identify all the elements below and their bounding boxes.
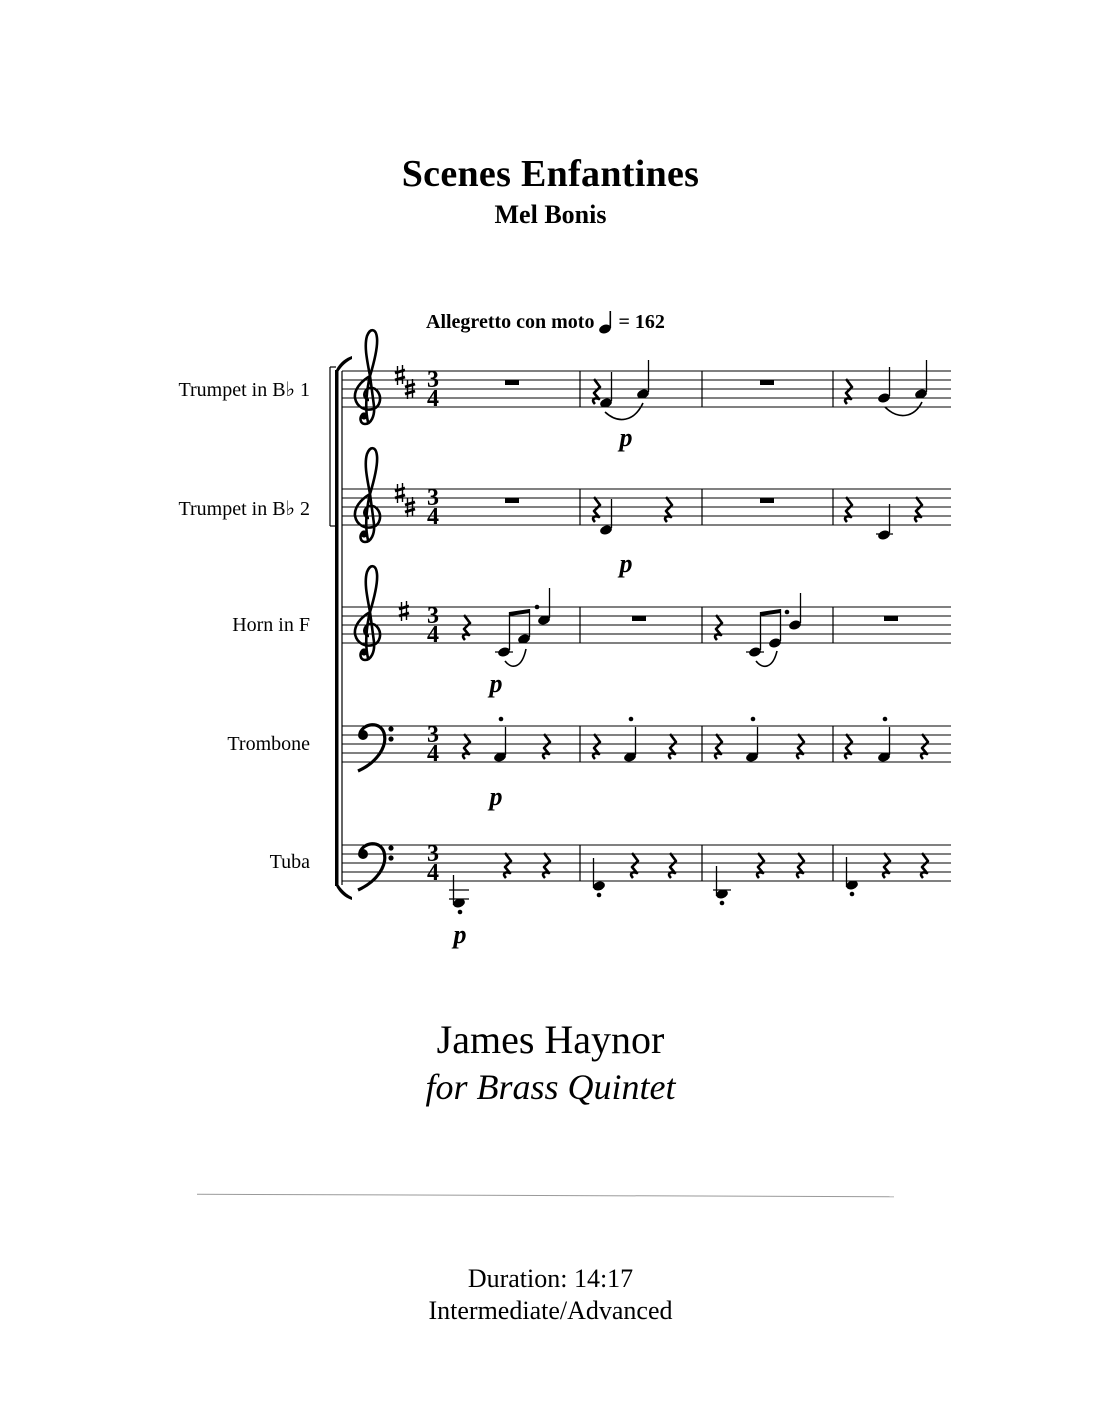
staccato-dot bbox=[785, 610, 790, 615]
quarter-rest bbox=[463, 734, 470, 759]
beam bbox=[510, 609, 530, 616]
quarter-rest bbox=[593, 734, 600, 759]
quarter-rest bbox=[593, 379, 600, 404]
quarter-rest bbox=[921, 734, 928, 759]
treble-clef-icon bbox=[355, 330, 380, 424]
system-bracket bbox=[330, 356, 352, 900]
difficulty-level: Intermediate/Advanced bbox=[428, 1296, 673, 1325]
staccato-dot bbox=[751, 717, 756, 722]
quarter-rest bbox=[915, 497, 922, 522]
quarter-rest bbox=[797, 853, 804, 878]
quarter-rest bbox=[504, 853, 511, 878]
sharp-icon bbox=[395, 365, 405, 385]
quarter-rest bbox=[845, 734, 852, 759]
time-signature-bottom: 4 bbox=[427, 741, 439, 767]
quarter-rest bbox=[757, 853, 764, 878]
quarter-rest bbox=[543, 734, 550, 759]
whole-rest bbox=[760, 380, 774, 385]
time-signature-top: 3 bbox=[427, 722, 439, 748]
quarter-rest bbox=[665, 497, 672, 522]
time-signature-bottom: 4 bbox=[427, 860, 439, 886]
sharp-icon bbox=[399, 601, 409, 621]
quarter-rest bbox=[797, 734, 804, 759]
staccato-dot bbox=[850, 892, 855, 897]
time-signature-top: 3 bbox=[427, 841, 439, 867]
quarter-rest bbox=[845, 497, 852, 522]
staccato-dot bbox=[883, 717, 888, 722]
whole-rest bbox=[632, 616, 646, 621]
quarter-rest bbox=[883, 853, 890, 878]
arranger-name: James Haynor bbox=[436, 1017, 665, 1062]
quarter-rest bbox=[669, 734, 676, 759]
bass-clef-icon bbox=[358, 844, 394, 890]
dynamic-piano: p bbox=[453, 920, 467, 949]
duration-text: Duration: 14:17 bbox=[467, 1264, 634, 1293]
time-signature-top: 3 bbox=[427, 603, 439, 629]
treble-clef-icon bbox=[355, 566, 380, 660]
staccato-dot bbox=[597, 893, 602, 898]
composer-name: Mel Bonis bbox=[494, 200, 607, 229]
tempo-text: Allegretto con moto bbox=[426, 310, 595, 333]
staff-horn bbox=[342, 566, 951, 698]
instrument-label-tuba: Tuba bbox=[269, 851, 310, 873]
quarter-rest bbox=[543, 853, 550, 878]
slur bbox=[605, 403, 643, 419]
dynamic-piano: p bbox=[619, 549, 633, 578]
whole-rest bbox=[760, 498, 774, 503]
staff-trombone bbox=[342, 717, 951, 811]
time-signature-bottom: 4 bbox=[427, 386, 439, 412]
instrument-label-horn: Horn in F bbox=[232, 614, 310, 636]
quarter-rest bbox=[669, 853, 676, 878]
dynamic-piano: p bbox=[489, 669, 503, 698]
dynamic-piano: p bbox=[489, 782, 503, 811]
quarter-rest bbox=[715, 734, 722, 759]
bass-clef-icon bbox=[358, 725, 394, 771]
dynamic-piano: p bbox=[619, 423, 633, 452]
quarter-rest bbox=[593, 497, 600, 522]
beam bbox=[761, 609, 781, 616]
time-signature-bottom: 4 bbox=[427, 622, 439, 648]
quarter-rest bbox=[631, 853, 638, 878]
staccato-dot bbox=[535, 605, 540, 610]
staff-trumpet-1 bbox=[342, 330, 951, 452]
whole-rest bbox=[884, 616, 898, 621]
slur bbox=[885, 402, 922, 416]
instrument-label-trumpet-1: Trumpet in B♭ 1 bbox=[178, 379, 310, 401]
quarter-rest bbox=[845, 379, 852, 404]
staccato-dot bbox=[720, 901, 725, 906]
staff-tuba bbox=[342, 841, 951, 949]
piece-title: Scenes Enfantines bbox=[401, 153, 700, 195]
whole-rest bbox=[505, 380, 519, 385]
quarter-rest bbox=[715, 615, 722, 640]
staccato-dot bbox=[629, 717, 634, 722]
staccato-dot bbox=[499, 717, 504, 722]
staff-trumpet-2 bbox=[342, 448, 951, 578]
instrument-label-trumpet-2: Trumpet in B♭ 2 bbox=[178, 498, 310, 520]
time-signature-bottom: 4 bbox=[427, 504, 439, 530]
quarter-rest bbox=[921, 853, 928, 878]
ensemble-subtitle: for Brass Quintet bbox=[425, 1067, 676, 1107]
quarter-rest bbox=[463, 615, 470, 640]
instrument-label-trombone: Trombone bbox=[227, 733, 310, 755]
time-signature-top: 3 bbox=[427, 367, 439, 393]
whole-rest bbox=[505, 498, 519, 503]
staccato-dot bbox=[458, 910, 463, 915]
tempo-value: = 162 bbox=[618, 310, 665, 333]
sharp-icon bbox=[395, 483, 405, 503]
treble-clef-icon bbox=[355, 448, 380, 542]
time-signature-top: 3 bbox=[427, 485, 439, 511]
